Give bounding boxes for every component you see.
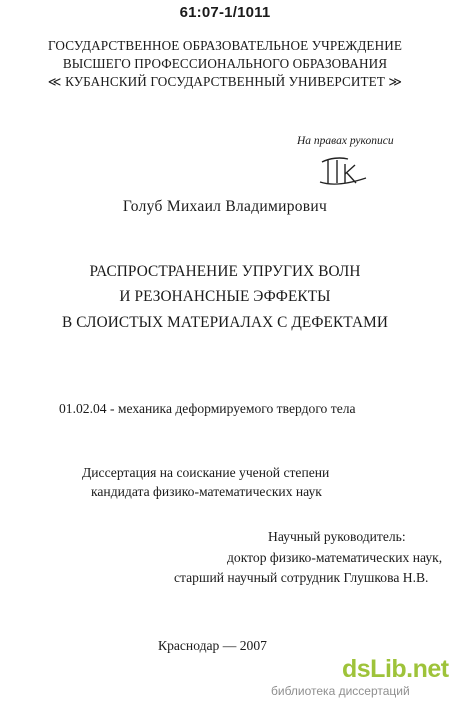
title-line-2: И РЕЗОНАНСНЫЕ ЭФФЕКТЫ [119, 288, 331, 305]
supervisor-name: старший научный сотрудник Глушкова Н.В. [174, 570, 429, 585]
city-year: Краснодар — 2007 [158, 638, 267, 653]
supervisor-label: Научный руководитель: [268, 529, 406, 544]
title-line-3: В СЛОИСТЫХ МАТЕРИАЛАХ С ДЕФЕКТАМИ [62, 314, 388, 331]
rights-note: На правах рукописи [297, 135, 394, 147]
archive-code: 61:07-1/1011 [179, 4, 271, 21]
dissertation-line-2: кандидата физико-математических наук [91, 484, 322, 499]
specialty-line: 01.02.04 - механика деформируемого твердого тела [59, 401, 356, 416]
dissertation-line-1: Диссертация на соискание ученой степени [82, 465, 330, 480]
watermark-subtitle: библиотека диссертаций [271, 684, 410, 698]
title-line-1: РАСПРОСТРАНЕНИЕ УПРУГИХ ВОЛН [89, 263, 361, 280]
organization-line-2: ВЫСШЕГО ПРОФЕССИОНАЛЬНОГО ОБРАЗОВАНИЯ [62, 56, 388, 71]
organization-line-1: ГОСУДАРСТВЕННОЕ ОБРАЗОВАТЕЛЬНОЕ УЧРЕЖДЕНИЕ [48, 38, 402, 53]
watermark-logo: dsLib.net [342, 655, 449, 683]
organization-line-3: ≪ КУБАНСКИЙ ГОСУДАРСТВЕННЫЙ УНИВЕРСИТЕТ ≫ [47, 74, 403, 89]
author-name: Голуб Михаил Владимирович [122, 198, 328, 215]
signature-icon [318, 152, 370, 188]
supervisor-degree: доктор физико-математических наук, [227, 550, 443, 565]
